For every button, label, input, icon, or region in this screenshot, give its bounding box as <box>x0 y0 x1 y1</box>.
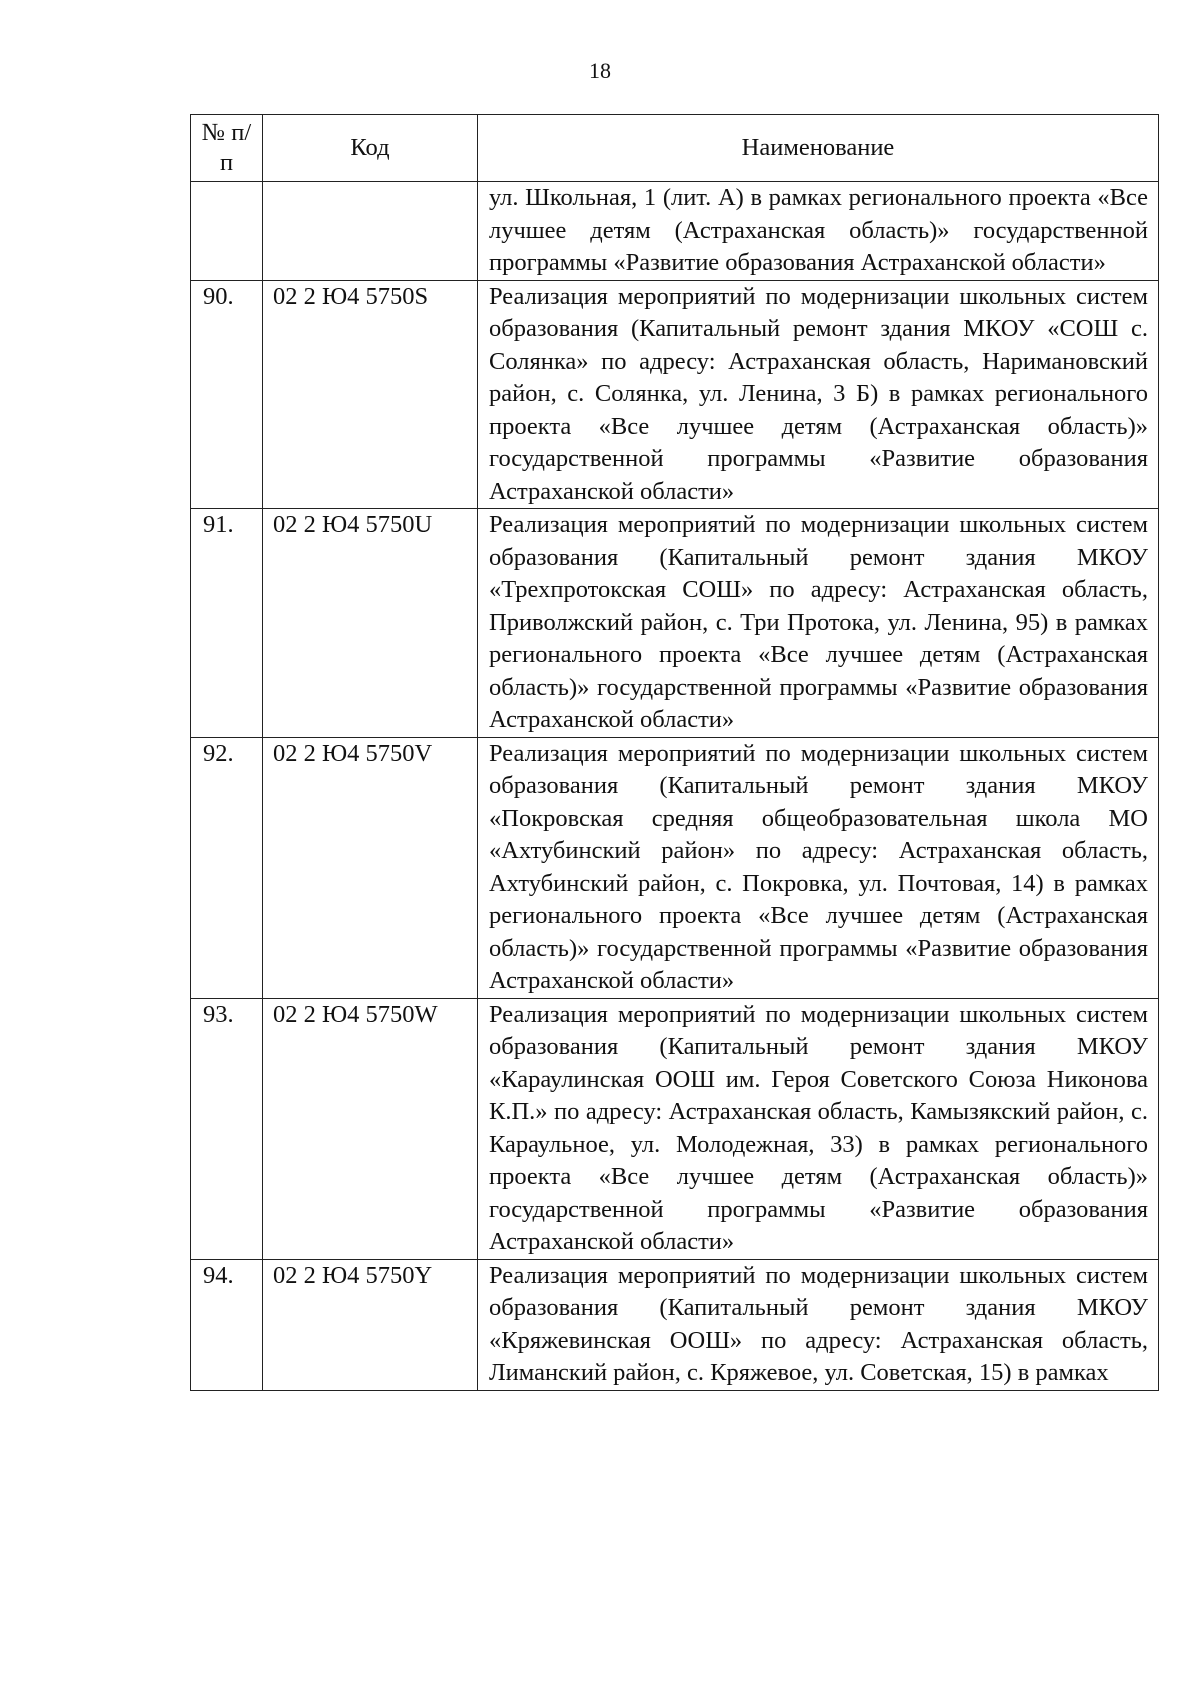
row-code: 02 2 Ю4 5750S <box>263 280 478 509</box>
table-row <box>191 280 1159 509</box>
row-name: Реализация мероприятий по модернизации школьных систем образования (Капитальный ремонт здания МКОУ «Кряжевинская ООШ» по адресу: Астраханская область, Лиманский район, с. Кряжевое, ул. Советская, 15) в рамках <box>478 1259 1159 1390</box>
row-code: 02 2 Ю4 5750U <box>263 509 478 738</box>
row-name: ул. Школьная, 1 (лит. А) в рамках регионального проекта «Все лучшее детям (Астраханская область)» государственной программы «Развитие образования Астраханской области» <box>478 182 1159 281</box>
table-header-row <box>191 115 1159 182</box>
table-row <box>191 737 1159 998</box>
row-num <box>191 182 263 281</box>
row-name: Реализация мероприятий по модернизации школьных систем образования (Капитальный ремонт здания МКОУ «Покровская средняя общеобразовательная школа МО «Ахтубинский район» по адресу: Астраханская область, Ахтубинский район, с. Покровка, ул. Почтовая, 14) в рамках регионального проекта «Все лучшее детям (Астраханская область)» государственной программы «Развитие образования Астраханской области» <box>478 737 1159 998</box>
header-num: № п/п <box>191 115 263 182</box>
row-code: 02 2 Ю4 5750Y <box>263 1259 478 1390</box>
page-number: 18 <box>589 58 611 83</box>
row-num: 94. <box>191 1259 263 1390</box>
row-code: 02 2 Ю4 5750W <box>263 998 478 1259</box>
table-row <box>191 1259 1159 1390</box>
row-code <box>263 182 478 281</box>
table-row <box>191 998 1159 1259</box>
row-name: Реализация мероприятий по модернизации школьных систем образования (Капитальный ремонт здания МКОУ «Караулинская ООШ им. Героя Советского Союза Никонова К.П.» по адресу: Астраханская область, Камызякский район, с. Караульное, ул. Молодежная, 33) в рамках регионального проекта «Все лучшее детям (Астраханская область)» государственной программы «Развитие образования Астраханской области» <box>478 998 1159 1259</box>
row-name: Реализация мероприятий по модернизации школьных систем образования (Капитальный ремонт здания МКОУ «СОШ с. Солянка» по адресу: Астраханская область, Наримановский район, с. Солянка, ул. Ленина, 3 Б) в рамках регионального проекта «Все лучшее детям (Астраханская область)» государственной программы «Развитие образования Астраханской области» <box>478 280 1159 509</box>
header-code: Код <box>263 115 478 182</box>
code-table <box>190 114 1159 1391</box>
row-code: 02 2 Ю4 5750V <box>263 737 478 998</box>
table-row <box>191 182 1159 281</box>
row-num: 92. <box>191 737 263 998</box>
header-name: Наименование <box>478 115 1159 182</box>
row-name: Реализация мероприятий по модернизации школьных систем образования (Капитальный ремонт здания МКОУ «Трехпротокская СОШ» по адресу: Астраханская область, Приволжский район, с. Три Протока, ул. Ленина, 95) в рамках регионального проекта «Все лучшее детям (Астраханская область)» государственной программы «Развитие образования Астраханской области» <box>478 509 1159 738</box>
table-row <box>191 509 1159 738</box>
row-num: 93. <box>191 998 263 1259</box>
row-num: 90. <box>191 280 263 509</box>
row-num: 91. <box>191 509 263 738</box>
